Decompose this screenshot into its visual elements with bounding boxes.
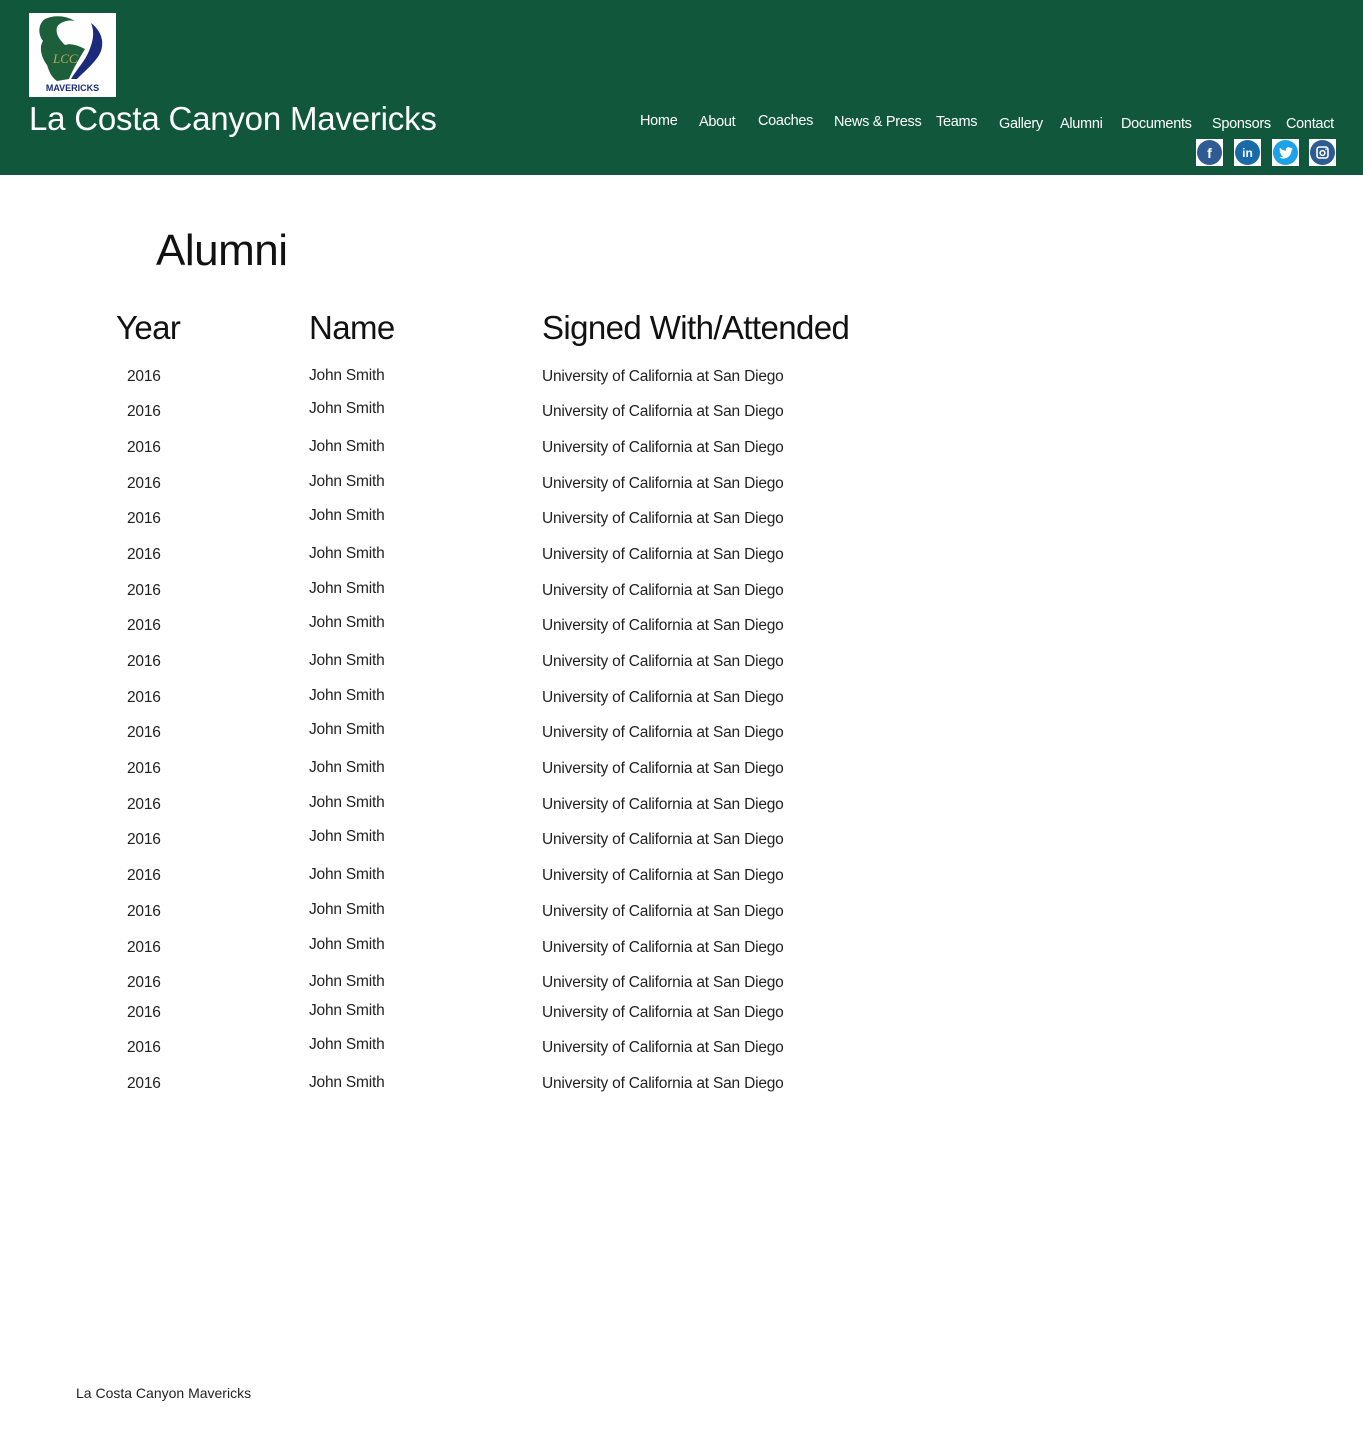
- cell-name: John Smith: [309, 901, 385, 918]
- cell-school: University of California at San Diego: [542, 796, 784, 813]
- instagram-icon: [1310, 140, 1335, 165]
- cell-name: John Smith: [309, 507, 385, 524]
- column-header-name: Name: [309, 309, 395, 346]
- cell-school: University of California at San Diego: [542, 546, 784, 563]
- cell-name: John Smith: [309, 973, 385, 990]
- cell-name: John Smith: [309, 687, 385, 704]
- facebook-link[interactable]: [1196, 139, 1223, 166]
- cell-year: 2016: [127, 760, 161, 777]
- cell-school: University of California at San Diego: [542, 1075, 784, 1092]
- twitter-icon: [1273, 140, 1298, 165]
- column-header-year: Year: [116, 309, 181, 346]
- cell-school: University of California at San Diego: [542, 617, 784, 634]
- cell-name: John Smith: [309, 1002, 385, 1019]
- linkedin-link[interactable]: [1234, 139, 1261, 166]
- cell-school: University of California at San Diego: [542, 760, 784, 777]
- team-logo[interactable]: [29, 13, 116, 97]
- nav-coaches[interactable]: Coaches: [758, 113, 814, 129]
- twitter-link[interactable]: [1272, 139, 1299, 166]
- cell-year: 2016: [127, 867, 161, 884]
- cell-school: University of California at San Diego: [542, 582, 784, 599]
- nav-teams[interactable]: Teams: [936, 114, 978, 130]
- cell-name: John Smith: [309, 721, 385, 738]
- cell-year: 2016: [127, 1039, 161, 1056]
- cell-year: 2016: [127, 831, 161, 848]
- cell-name: John Smith: [309, 400, 385, 417]
- linkedin-icon: in: [1235, 140, 1260, 165]
- cell-name: John Smith: [309, 794, 385, 811]
- cell-school: University of California at San Diego: [542, 439, 784, 456]
- cell-name: John Smith: [309, 936, 385, 953]
- cell-school: University of California at San Diego: [542, 974, 784, 991]
- cell-name: John Smith: [309, 580, 385, 597]
- cell-school: University of California at San Diego: [542, 1039, 784, 1056]
- cell-school: University of California at San Diego: [542, 867, 784, 884]
- facebook-icon: f: [1197, 140, 1222, 165]
- cell-year: 2016: [127, 689, 161, 706]
- cell-name: John Smith: [309, 866, 385, 883]
- cell-year: 2016: [127, 510, 161, 527]
- cell-name: John Smith: [309, 1074, 385, 1091]
- cell-school: University of California at San Diego: [542, 903, 784, 920]
- footer-text: La Costa Canyon Mavericks: [76, 1385, 252, 1401]
- cell-school: University of California at San Diego: [542, 939, 784, 956]
- column-header-signed-with: Signed With/Attended: [542, 309, 850, 346]
- cell-name: John Smith: [309, 367, 385, 384]
- cell-name: John Smith: [309, 545, 385, 562]
- cell-name: John Smith: [309, 828, 385, 845]
- page-title: Alumni: [156, 226, 288, 275]
- cell-year: 2016: [127, 403, 161, 420]
- cell-school: University of California at San Diego: [542, 1004, 784, 1021]
- cell-year: 2016: [127, 582, 161, 599]
- cell-year: 2016: [127, 617, 161, 634]
- cell-year: 2016: [127, 653, 161, 670]
- cell-name: John Smith: [309, 473, 385, 490]
- site-title[interactable]: La Costa Canyon Mavericks: [29, 100, 437, 137]
- cell-year: 2016: [127, 724, 161, 741]
- cell-year: 2016: [127, 1004, 161, 1021]
- nav-alumni[interactable]: Alumni: [1060, 116, 1103, 132]
- cell-year: 2016: [127, 475, 161, 492]
- nav-about[interactable]: About: [699, 114, 736, 130]
- cell-name: John Smith: [309, 1036, 385, 1053]
- site-header: [0, 0, 1363, 175]
- nav-news-press[interactable]: News & Press: [834, 114, 922, 130]
- cell-school: University of California at San Diego: [542, 510, 784, 527]
- cell-year: 2016: [127, 796, 161, 813]
- maverick-head-icon: [29, 13, 116, 97]
- svg-text:MAVERICKS: MAVERICKS: [45, 83, 100, 93]
- cell-year: 2016: [127, 1075, 161, 1092]
- cell-year: 2016: [127, 903, 161, 920]
- cell-school: University of California at San Diego: [542, 689, 784, 706]
- cell-name: John Smith: [309, 652, 385, 669]
- cell-school: University of California at San Diego: [542, 831, 784, 848]
- cell-year: 2016: [127, 439, 161, 456]
- cell-name: John Smith: [309, 614, 385, 631]
- cell-school: University of California at San Diego: [542, 724, 784, 741]
- nav-sponsors[interactable]: Sponsors: [1212, 116, 1271, 132]
- nav-contact[interactable]: Contact: [1286, 116, 1334, 132]
- nav-home[interactable]: Home: [640, 113, 678, 129]
- cell-year: 2016: [127, 546, 161, 563]
- cell-school: University of California at San Diego: [542, 403, 784, 420]
- cell-year: 2016: [127, 368, 161, 385]
- nav-documents[interactable]: Documents: [1121, 116, 1192, 132]
- cell-name: John Smith: [309, 759, 385, 776]
- cell-school: University of California at San Diego: [542, 653, 784, 670]
- cell-year: 2016: [127, 939, 161, 956]
- cell-school: University of California at San Diego: [542, 475, 784, 492]
- cell-name: John Smith: [309, 438, 385, 455]
- nav-gallery[interactable]: Gallery: [999, 116, 1043, 132]
- cell-school: University of California at San Diego: [542, 368, 784, 385]
- svg-text:LCC: LCC: [53, 51, 78, 66]
- instagram-link[interactable]: [1309, 139, 1336, 166]
- cell-year: 2016: [127, 974, 161, 991]
